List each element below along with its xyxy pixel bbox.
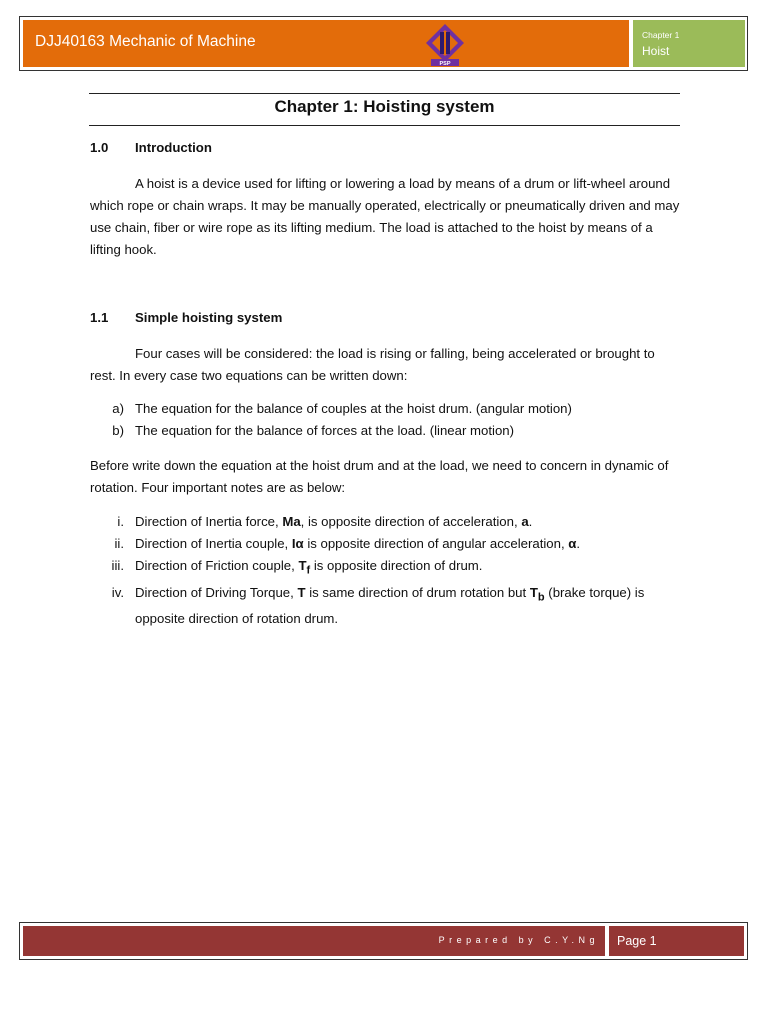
list-item bbox=[90, 511, 680, 533]
list-item bbox=[90, 420, 680, 442]
note-subscript: f bbox=[306, 564, 311, 577]
list-marker: ii. bbox=[114, 536, 124, 551]
note-bold: Ma bbox=[282, 514, 301, 529]
note-text: Direction of Driving Torque, bbox=[135, 584, 298, 600]
header-chapter-box bbox=[633, 20, 745, 67]
logo-text: PSP bbox=[439, 61, 451, 66]
section-heading-simple-hoisting bbox=[90, 310, 282, 325]
page-footer bbox=[19, 922, 748, 960]
note-bold: Iα bbox=[291, 536, 304, 551]
note-text: is opposite direction of drum. bbox=[310, 558, 483, 573]
chapter-name: Hoist bbox=[642, 44, 670, 58]
list-item bbox=[90, 582, 680, 631]
list-marker: i. bbox=[117, 514, 124, 529]
note-text: (brake torque) is opposite direction of rotation drum. bbox=[135, 584, 645, 627]
list-item bbox=[90, 398, 680, 420]
notes-intro-paragraph: Before write down the equation at the hoist drum and at the load, we need to concern in dynamic of rotation. Four important notes are as below: bbox=[90, 458, 669, 495]
section-number: 1.1 bbox=[90, 310, 109, 325]
cases-paragraph-text: Four cases will be considered: the load is rising or falling, being accelerated or brought to rest. In every case two equations can be written down: bbox=[90, 346, 655, 383]
intro-paragraph-text: A hoist is a device used for lifting or lowering a load by means of a drum or lift-wheel around which rope or chain wraps. It may be manually operated, electrically or pneumatically driven and may use chain, fiber or wire rope as its lifting medium. The load is attached to the hoist by means of a lifting hook. bbox=[90, 176, 680, 257]
list-item-text: The equation for the balance of couples at the hoist drum. (angular motion) bbox=[135, 401, 572, 416]
list-marker: iii. bbox=[111, 558, 124, 573]
note-subscript: b bbox=[537, 591, 545, 604]
list-item-text: The equation for the balance of forces at the load. (linear motion) bbox=[135, 423, 514, 438]
note-text: Direction of Inertia couple, bbox=[135, 536, 292, 551]
note-text: Direction of Inertia force, bbox=[135, 514, 283, 529]
cases-paragraph bbox=[90, 343, 680, 387]
note-bold: T bbox=[297, 584, 306, 600]
section-title: Introduction bbox=[135, 140, 212, 155]
section-heading-intro bbox=[90, 140, 212, 155]
prepared-by: Prepared by C.Y.Ng bbox=[438, 935, 599, 945]
note-text: , is opposite direction of acceleration, bbox=[300, 514, 522, 529]
header-title-bar bbox=[23, 20, 629, 67]
note-text: is opposite direction of angular acceleration, bbox=[303, 536, 569, 551]
list-item bbox=[90, 533, 680, 555]
note-text: . bbox=[528, 514, 533, 529]
section-number: 1.0 bbox=[90, 140, 109, 155]
note-bold: a bbox=[521, 514, 529, 529]
note-text: . bbox=[576, 536, 581, 551]
notes-list bbox=[90, 511, 680, 630]
list-item bbox=[90, 555, 680, 582]
chapter-label: Chapter 1 bbox=[642, 30, 680, 40]
list-marker: iv. bbox=[111, 584, 124, 600]
note-bold: T bbox=[298, 558, 307, 573]
title-rule-bottom bbox=[89, 125, 680, 126]
list-marker: a) bbox=[112, 401, 124, 416]
list-marker: b) bbox=[112, 423, 124, 438]
equations-list bbox=[90, 398, 680, 442]
footer-bar bbox=[23, 926, 605, 956]
footer-page-box bbox=[609, 926, 744, 956]
note-bold: α bbox=[568, 536, 577, 551]
psp-logo bbox=[423, 22, 467, 66]
note-text: Direction of Friction couple, bbox=[135, 558, 299, 573]
note-bold: T bbox=[529, 584, 538, 600]
intro-paragraph bbox=[90, 173, 680, 261]
page-header bbox=[19, 16, 748, 71]
page-number: Page 1 bbox=[617, 934, 657, 948]
section-title: Simple hoisting system bbox=[135, 310, 283, 325]
title-rule-top bbox=[89, 93, 680, 94]
course-title: DJJ40163 Mechanic of Machine bbox=[35, 33, 256, 50]
chapter-title: Chapter 1: Hoisting system bbox=[274, 97, 495, 116]
note-text: is same direction of drum rotation but bbox=[305, 584, 530, 600]
